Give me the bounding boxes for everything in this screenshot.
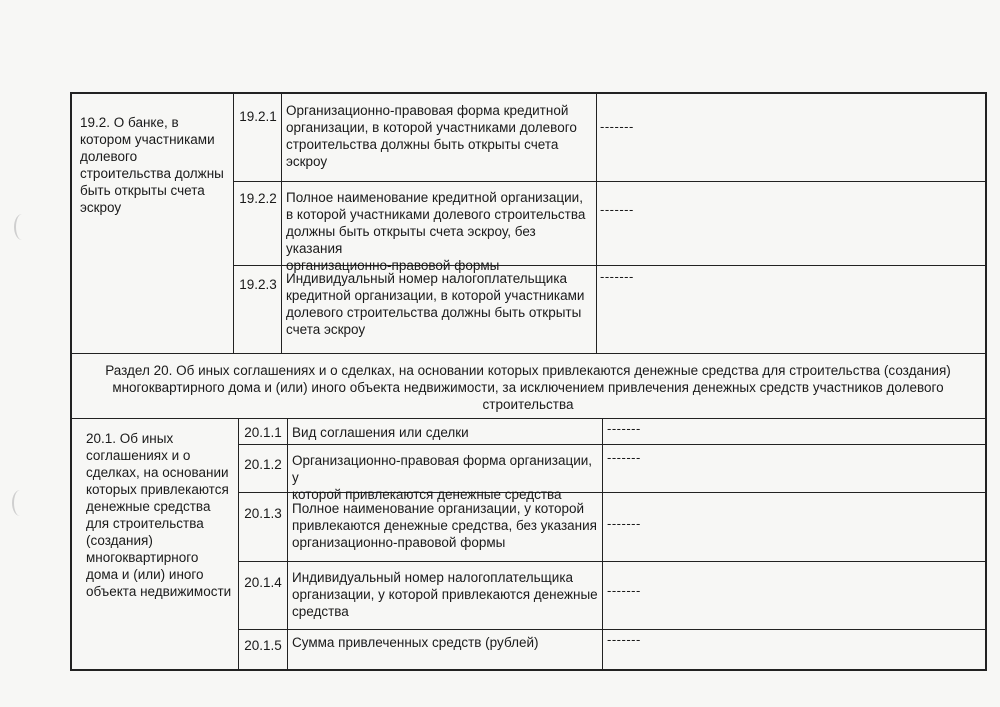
row-description: Организационно-правовая форма организации, у которой привлекаются денежные средства xyxy=(292,453,593,502)
row-number: 20.1.5 xyxy=(244,638,282,653)
row-value: ------- xyxy=(607,516,641,531)
col-divider xyxy=(233,92,234,354)
row-number: 20.1.2 xyxy=(244,457,282,472)
row-value: ------- xyxy=(607,632,641,647)
col-divider xyxy=(238,418,239,670)
col-divider xyxy=(287,418,288,670)
table-border-top xyxy=(70,92,987,94)
row-description: Вид соглашения или сделки xyxy=(292,425,469,440)
row-description: Индивидуальный номер налогоплательщика кредитной организации, в которой участниками долевого строительства должны быть открыты счета эскроу xyxy=(286,271,585,337)
row-description: Полное наименование организации, у которой привлекаются денежные средства, без указания организационно-правовой формы xyxy=(292,501,597,550)
row-divider xyxy=(238,629,986,630)
row-divider xyxy=(70,418,987,419)
col-divider xyxy=(602,418,603,670)
row-value: ------- xyxy=(600,202,634,217)
row-divider xyxy=(233,181,986,182)
subsection-19-2-title: 19.2. О банке, в котором участниками долевого строительства должны быть открыты счета эскроу xyxy=(80,115,224,215)
row-value: ------- xyxy=(607,583,641,598)
row-number: 19.2.1 xyxy=(239,109,277,124)
col-divider xyxy=(596,92,597,354)
row-divider xyxy=(238,561,986,562)
col-divider xyxy=(281,92,282,354)
table-border-right xyxy=(985,92,987,670)
section-20-header: Раздел 20. Об иных соглашениях и о сделках, на основании которых привлекаются денежные средства для строительства (создания) многоквартирного дома и (или) иного объекта недвижимости, за исключением привлечения денежных средств участников долевого строительства xyxy=(105,363,951,412)
row-number: 20.1.1 xyxy=(244,425,282,440)
row-value: ------- xyxy=(607,450,641,465)
row-description: Полное наименование кредитной организации, в которой участниками долевого строительства должны быть открыты счета эскроу, без указания организационно-правовой формы xyxy=(286,190,586,273)
subsection-20-1-title: 20.1. Об иных соглашениях и о сделках, на основании которых привлекаются денежные средства для строительства (создания) многоквартирного дома и (или) иного объекта недвижимости xyxy=(86,431,232,599)
row-number: 20.1.4 xyxy=(244,575,282,590)
row-description: Сумма привлеченных средств (рублей) xyxy=(292,635,539,650)
row-description: Индивидуальный номер налогоплательщика организации, у которой привлекаются денежные средства xyxy=(292,570,598,619)
row-number: 19.2.2 xyxy=(239,191,277,206)
row-number: 20.1.3 xyxy=(244,506,282,521)
row-value: ------- xyxy=(600,269,634,284)
row-divider xyxy=(238,444,986,445)
row-divider xyxy=(70,353,987,354)
row-value: ------- xyxy=(607,421,641,436)
row-value: ------- xyxy=(600,119,634,134)
row-number: 19.2.3 xyxy=(239,277,277,292)
table-border-bottom xyxy=(70,669,987,671)
row-description: Организационно-правовая форма кредитной организации, в которой участниками долевого строительства должны быть открыты счета эскроу xyxy=(286,103,577,169)
